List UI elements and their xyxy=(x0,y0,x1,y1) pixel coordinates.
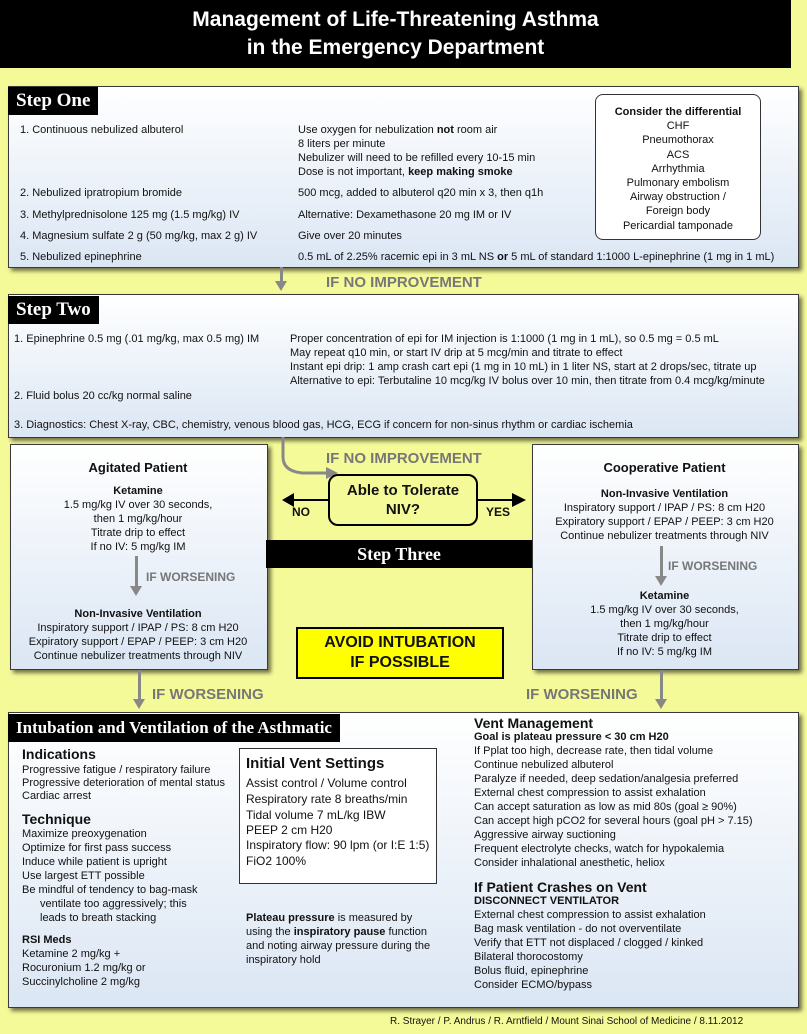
footer-credits: R. Strayer / P. Andrus / R. Arntfield / Mount Sinai School of Medicine / 8.11.2012 xyxy=(390,1016,744,1027)
agitated-worsen-arrow xyxy=(130,586,142,596)
rsi-title: RSI Meds xyxy=(22,934,72,946)
avoid-intubation-box xyxy=(296,627,504,679)
cooperative-ketamine-line: then 1 mg/kg/hour xyxy=(620,618,709,630)
cooperative-niv-line: Expiratory support / EPAP / PEEP: 3 cm H20 xyxy=(555,516,774,528)
step-one-item-1-note-3: Nebulizer will need to be refilled every 10-15 min xyxy=(298,152,536,164)
step-one-item-4: 4. Magnesium sulfate 2 g (50 mg/kg, max 2 g) IV xyxy=(20,230,258,242)
agitated-niv-line: Expiratory support / EPAP / PEEP: 3 cm H20 xyxy=(28,636,248,648)
crash-item: Consider ECMO/bypass xyxy=(474,979,592,991)
title-line-1: Management of Life-Threatening Asthma xyxy=(192,8,599,31)
step-one-item-2: 2. Nebulized ipratropium bromide xyxy=(20,187,183,199)
plateau-note-1: Plateau pressure is measured by xyxy=(246,912,413,924)
step-one-item-4-note: Give over 20 minutes xyxy=(298,230,402,242)
vent-management-item: Consider inhalational anesthetic, heliox xyxy=(474,857,665,869)
indication-item: Cardiac arrest xyxy=(22,790,92,802)
crash-item: Bag mask ventilation - do not overventilate xyxy=(474,923,682,935)
step-one-item-3-note: Alternative: Dexamethasone 20 mg IM or IV xyxy=(298,209,512,221)
step-one-item-3: 3. Methylprednisolone 125 mg (1.5 mg/kg) IV xyxy=(20,209,240,221)
agitated-if-worsening: IF WORSENING xyxy=(146,570,236,584)
agitated-ketamine-line: If no IV: 5 mg/kg IM xyxy=(90,541,186,553)
agitated-ketamine-title: Ketamine xyxy=(113,485,163,497)
agitated-ketamine-line: 1.5 mg/kg IV over 30 seconds, xyxy=(63,499,213,511)
technique-item: Be mindful of tendency to bag-mask xyxy=(22,884,198,896)
question-line: Able to Tolerate xyxy=(346,482,460,499)
differential-item: Pulmonary embolism xyxy=(626,177,730,190)
step-two-epi-note-2: May repeat q10 min, or start IV drip at 5 mcg/min and titrate to effect xyxy=(290,347,623,359)
cooperative-ketamine-line: If no IV: 5 mg/kg IM xyxy=(617,646,712,658)
crash-item: Bolus fluid, epinephrine xyxy=(474,965,589,977)
differential-item: Airway obstruction / xyxy=(630,191,726,204)
plateau-note-3: and noting airway pressure during the xyxy=(246,940,431,952)
step-one-item-1-note-2: 8 liters per minute xyxy=(298,138,386,150)
tolerate-niv-question xyxy=(328,474,478,526)
step-one-item-1-note-4: Dose is not important, keep making smoke xyxy=(298,166,513,178)
rsi-item: Rocuronium 1.2 mg/kg or xyxy=(22,962,146,974)
step-one-item-5-note: 0.5 mL of 2.25% racemic epi in 3 mL NS or 5 mL of standard 1:1000 L-epinephrine (1 mg in 1 mL) xyxy=(298,251,775,263)
indication-item: Progressive fatigue / respiratory failure xyxy=(22,764,211,776)
indications-title: Indications xyxy=(22,746,96,762)
differential-item: Pneumothorax xyxy=(642,134,714,147)
differential-item: Foreign body xyxy=(645,205,711,218)
technique-title: Technique xyxy=(22,811,91,827)
agitated-ketamine-line: then 1 mg/kg/hour xyxy=(93,513,183,525)
plateau-note-4: inspiratory hold xyxy=(246,954,321,966)
vent-management-item: Paralyze if needed, deep sedation/analgesia preferred xyxy=(474,773,739,785)
crash-item: Verify that ETT not displaced / clogged / kinked xyxy=(474,937,704,949)
step-one-item-1-note-1 xyxy=(298,124,497,137)
vent-setting: Inspiratory flow: 90 lpm (or I:E 1:5) xyxy=(246,838,430,852)
question-line: NIV? xyxy=(385,501,421,518)
cooperative-ketamine-line: Titrate drip to effect xyxy=(617,632,712,644)
vent-management-item: Continue nebulized albuterol xyxy=(474,759,614,771)
vent-management-item: External chest compression to assist exhalation xyxy=(474,787,706,799)
cooperative-title: Cooperative Patient xyxy=(603,460,726,475)
technique-item: Maximize preoxygenation xyxy=(22,828,147,840)
technique-item: Induce while patient is upright xyxy=(22,856,167,868)
vent-management-item: If Pplat too high, decrease rate, then tidal volume xyxy=(474,745,714,757)
step-two-epi-note-3: Instant epi drip: 1 amp crash cart epi (1 mg in 10 mL) in 1 liter NS, start at 2 drops/sec, titrate up xyxy=(290,361,757,373)
cooperative-niv-line: Continue nebulizer treatments through NIV xyxy=(560,530,769,542)
indication-item: Progressive deterioration of mental status xyxy=(22,777,225,789)
step-three-header: Step Three xyxy=(357,544,441,564)
cooperative-niv-line: Inspiratory support / IPAP / PS: 8 cm H20 xyxy=(563,502,766,514)
agitated-worsen-line xyxy=(135,556,138,586)
step-two-item-3: 3. Diagnostics: Chest X-ray, CBC, chemistry, venous blood gas, HCG, ECG if concern for non-sinus rhythm or cardiac ischemia xyxy=(14,419,633,431)
step-two-header: Step Two xyxy=(8,296,99,324)
page-title xyxy=(0,0,791,68)
if-no-improvement-label-1: IF NO IMPROVEMENT xyxy=(326,274,482,291)
vent-setting: FiO2 100% xyxy=(246,854,307,868)
differential-title: Consider the differential xyxy=(614,106,742,118)
no-label: NO xyxy=(292,505,310,519)
rsi-item: Succinylcholine 2 mg/kg xyxy=(22,976,141,988)
technique-item: ventilate too aggressively; this xyxy=(40,898,187,910)
differential-item: CHF xyxy=(666,120,690,133)
agitated-title: Agitated Patient xyxy=(88,460,188,475)
cooperative-ketamine-line: 1.5 mg/kg IV over 30 seconds, xyxy=(590,604,739,616)
vent-title: Initial Vent Settings xyxy=(246,755,385,772)
agitated-niv-title: Non-Invasive Ventilation xyxy=(74,608,202,620)
vent-management-item: Frequent electrolyte checks, watch for hypokalemia xyxy=(474,843,725,855)
step-one-header: Step One xyxy=(8,87,98,115)
avoid-line: IF POSSIBLE xyxy=(350,654,450,671)
technique-item: Use largest ETT possible xyxy=(22,870,145,882)
vent-setting: Respiratory rate 8 breaths/min xyxy=(246,792,408,806)
yes-label: YES xyxy=(486,505,511,519)
title-line-2: in the Emergency Department xyxy=(246,36,545,59)
cooperative-worsen-arrow xyxy=(655,576,667,586)
step-one-item-2-note: 500 mcg, added to albuterol q20 min x 3, then q1h xyxy=(298,187,544,199)
vent-management-title: Vent Management xyxy=(474,715,594,731)
agitated-niv-line: Inspiratory support / IPAP / PS: 8 cm H20 xyxy=(37,622,239,634)
flow-arrow-head xyxy=(275,281,287,291)
technique-item: leads to breath stacking xyxy=(40,912,157,924)
vent-setting: Tidal volume 7 mL/kg IBW xyxy=(246,808,386,822)
differential-item: Arrhythmia xyxy=(651,162,705,175)
crash-title: If Patient Crashes on Vent xyxy=(474,879,647,895)
vent-management-item: Can accept high pCO2 for several hours (goal pH > 7.15) xyxy=(474,815,753,827)
avoid-line: AVOID INTUBATION xyxy=(324,634,476,651)
if-no-improvement-label-2: IF NO IMPROVEMENT xyxy=(326,450,482,467)
left-if-worsening: IF WORSENING xyxy=(152,686,264,703)
left-worsen-arrow xyxy=(133,699,145,709)
agitated-ketamine-line: Titrate drip to effect xyxy=(90,527,186,539)
differential-item: ACS xyxy=(666,148,690,161)
plateau-note-2: using the inspiratory pause function xyxy=(246,926,427,938)
vent-setting: PEEP 2 cm H20 xyxy=(246,823,333,837)
right-worsen-arrow xyxy=(655,699,667,709)
vent-management-item: Aggressive airway suctioning xyxy=(474,829,616,841)
agitated-niv-line: Continue nebulizer treatments through NIV xyxy=(33,650,243,662)
step-two-epi-note-4: Alternative to epi: Terbutaline 10 mcg/kg IV bolus over 10 min, then titrate from 0.4 mcg/kg/minute xyxy=(290,375,765,387)
cooperative-niv-title: Non-Invasive Ventilation xyxy=(600,488,729,500)
right-if-worsening: IF WORSENING xyxy=(526,686,638,703)
vent-setting: Assist control / Volume control xyxy=(246,776,407,790)
step-one-item-1: 1. Continuous nebulized albuterol xyxy=(20,124,184,136)
cooperative-worsen-line xyxy=(660,546,663,576)
cooperative-ketamine-title: Ketamine xyxy=(639,590,690,602)
step-two-item-2: 2. Fluid bolus 20 cc/kg normal saline xyxy=(14,390,192,402)
intubation-header: Intubation and Ventilation of the Asthmatic xyxy=(8,714,340,742)
vent-management-goal: Goal is plateau pressure < 30 cm H20 xyxy=(474,731,669,743)
crash-item: Bilateral thorocostomy xyxy=(474,951,583,963)
step-two-item-1: 1. Epinephrine 0.5 mg (.01 mg/kg, max 0.5 mg) IM xyxy=(14,333,260,345)
technique-item: Optimize for first pass success xyxy=(22,842,172,854)
step-one-item-5: 5. Nebulized epinephrine xyxy=(20,251,142,263)
crash-item: External chest compression to assist exhalation xyxy=(474,909,706,921)
step-two-epi-note-1: Proper concentration of epi for IM injection is 1:1000 (1 mg in 1 mL), so 0.5 mg = 0.5 mL xyxy=(290,333,719,345)
crash-subtitle: DISCONNECT VENTILATOR xyxy=(474,895,620,907)
differential-box xyxy=(595,94,761,240)
albuterol-note-1: Use oxygen for nebulization not room air xyxy=(298,124,498,136)
cooperative-if-worsening: IF WORSENING xyxy=(668,559,758,573)
vent-management-item: Can accept saturation as low as mid 80s (goal ≥ 90%) xyxy=(474,801,737,813)
differential-item: Pericardial tamponade xyxy=(622,219,734,232)
rsi-item: Ketamine 2 mg/kg + xyxy=(22,948,121,960)
right-worsen-line xyxy=(660,670,663,700)
left-worsen-line xyxy=(138,670,141,700)
